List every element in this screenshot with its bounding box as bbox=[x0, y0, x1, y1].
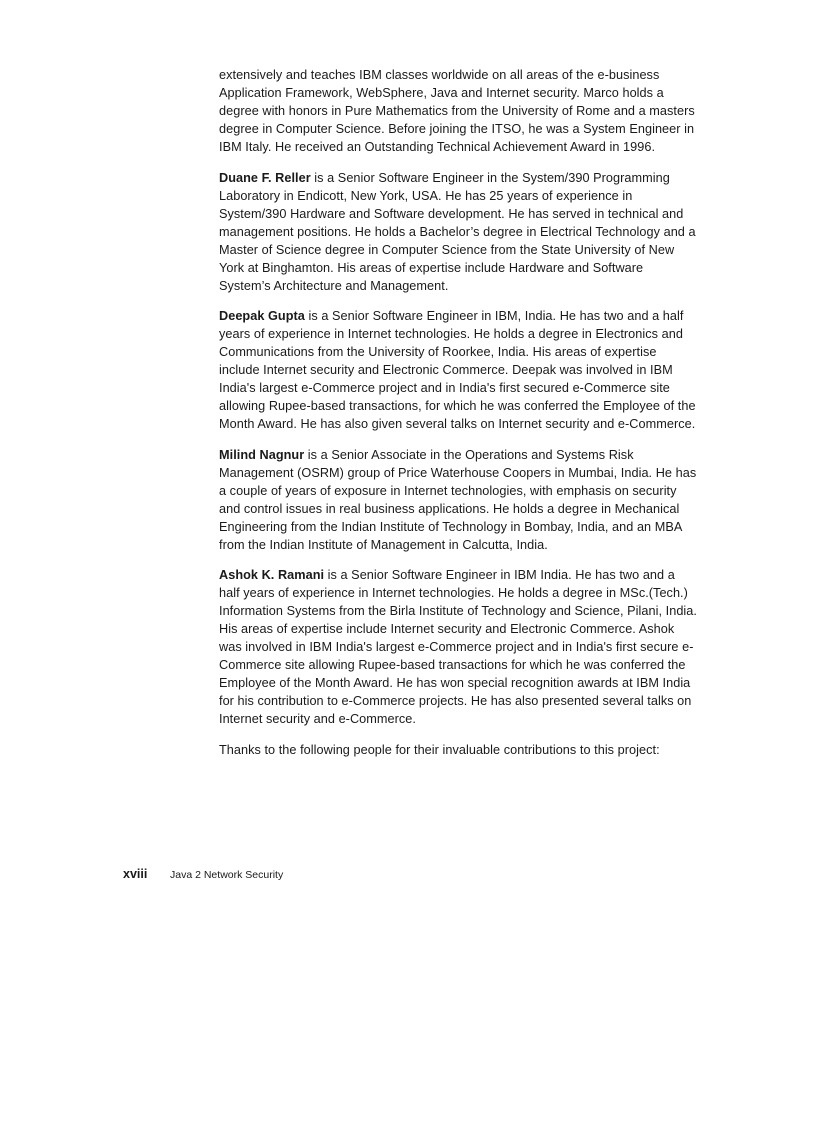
paragraph-duane-reller-bio bbox=[219, 169, 697, 295]
paragraph-text: is a Senior Associate in the Operations and Systems Risk Management (OSRM) group of Price Waterhouse Coopers in Mumbai, India. He has a couple of years of exposure in Internet technologies, with emphasis on security and control issues in real business applications. He holds a degree in Mechanical Engineering from the Indian Institute of Technology in Bombay, India, and an MBA from the Indian Institute of Management in Calcutta, India. bbox=[219, 447, 697, 552]
paragraph-text: extensively and teaches IBM classes worldwide on all areas of the e-business Application Framework, WebSphere, Java and Internet security. Marco holds a degree with honors in Pure Mathematics from the University of Rome and a masters degree in Computer Science. Before joining the ITSO, he was a System Engineer in IBM Italy. He received an Outstanding Technical Achievement Award in 1996. bbox=[219, 68, 695, 154]
author-name: Milind Nagnur bbox=[219, 447, 305, 462]
page-footer bbox=[123, 867, 283, 885]
paragraph-text: is a Senior Software Engineer in the System/390 Programming Laboratory in Endicott, New York, USA. He has 25 years of experience in System/390 Hardware and Software development. He has served in technical and management positions. He holds a Bachelor’s degree in Electrical Technology and a Master of Science degree in Computer Science from the State University of New York at Binghamton. His areas of expertise include Hardware and Software System’s Architecture and Management. bbox=[219, 170, 696, 293]
paragraph-ashok-ramani-bio bbox=[219, 566, 697, 728]
paragraph-deepak-gupta-bio bbox=[219, 307, 697, 433]
paragraph-text: Thanks to the following people for their invaluable contributions to this project: bbox=[219, 742, 660, 757]
paragraph-thanks bbox=[219, 741, 697, 759]
paragraph-milind-nagnur-bio bbox=[219, 446, 697, 554]
paragraph-text: is a Senior Software Engineer in IBM, India. He has two and a half years of experience in Internet technologies. He holds a degree in Electronics and Communications from the University of Roorkee, India. His areas of expertise include Internet security and Electronic Commerce. Deepak was involved in IBM India's largest e-Commerce project and in India's first secured e-Commerce site allowing Rupee-based transactions, for which he was conferred the Employee of the Month Award. He has also given several talks on Internet security and e-Commerce. bbox=[219, 309, 696, 431]
page-body bbox=[219, 66, 697, 771]
paragraph-text: is a Senior Software Engineer in IBM India. He has two and a half years of experience in Internet technologies. He holds a degree in MSc.(Tech.) Information Systems from the Birla Institute of Technology and Science, Pilani, India. His areas of expertise include Internet security and Electronic Commerce. Ashok was involved in IBM India's largest e-Commerce project and in India's first secure e-Commerce site allowing Rupee-based transactions for which he was conferred the Employee of the Month Award. He has won special recognition awards at IBM India for his contribution to e-Commerce projects. He has also presented several talks on Internet security and e-Commerce. bbox=[219, 568, 697, 726]
paragraph-marco-bio-continued bbox=[219, 66, 697, 156]
running-footer-title: Java 2 Network Security bbox=[170, 869, 284, 881]
page-number: xviii bbox=[123, 867, 148, 881]
author-name: Duane F. Reller bbox=[219, 170, 311, 185]
author-name: Ashok K. Ramani bbox=[219, 568, 325, 582]
author-name: Deepak Gupta bbox=[219, 309, 305, 323]
